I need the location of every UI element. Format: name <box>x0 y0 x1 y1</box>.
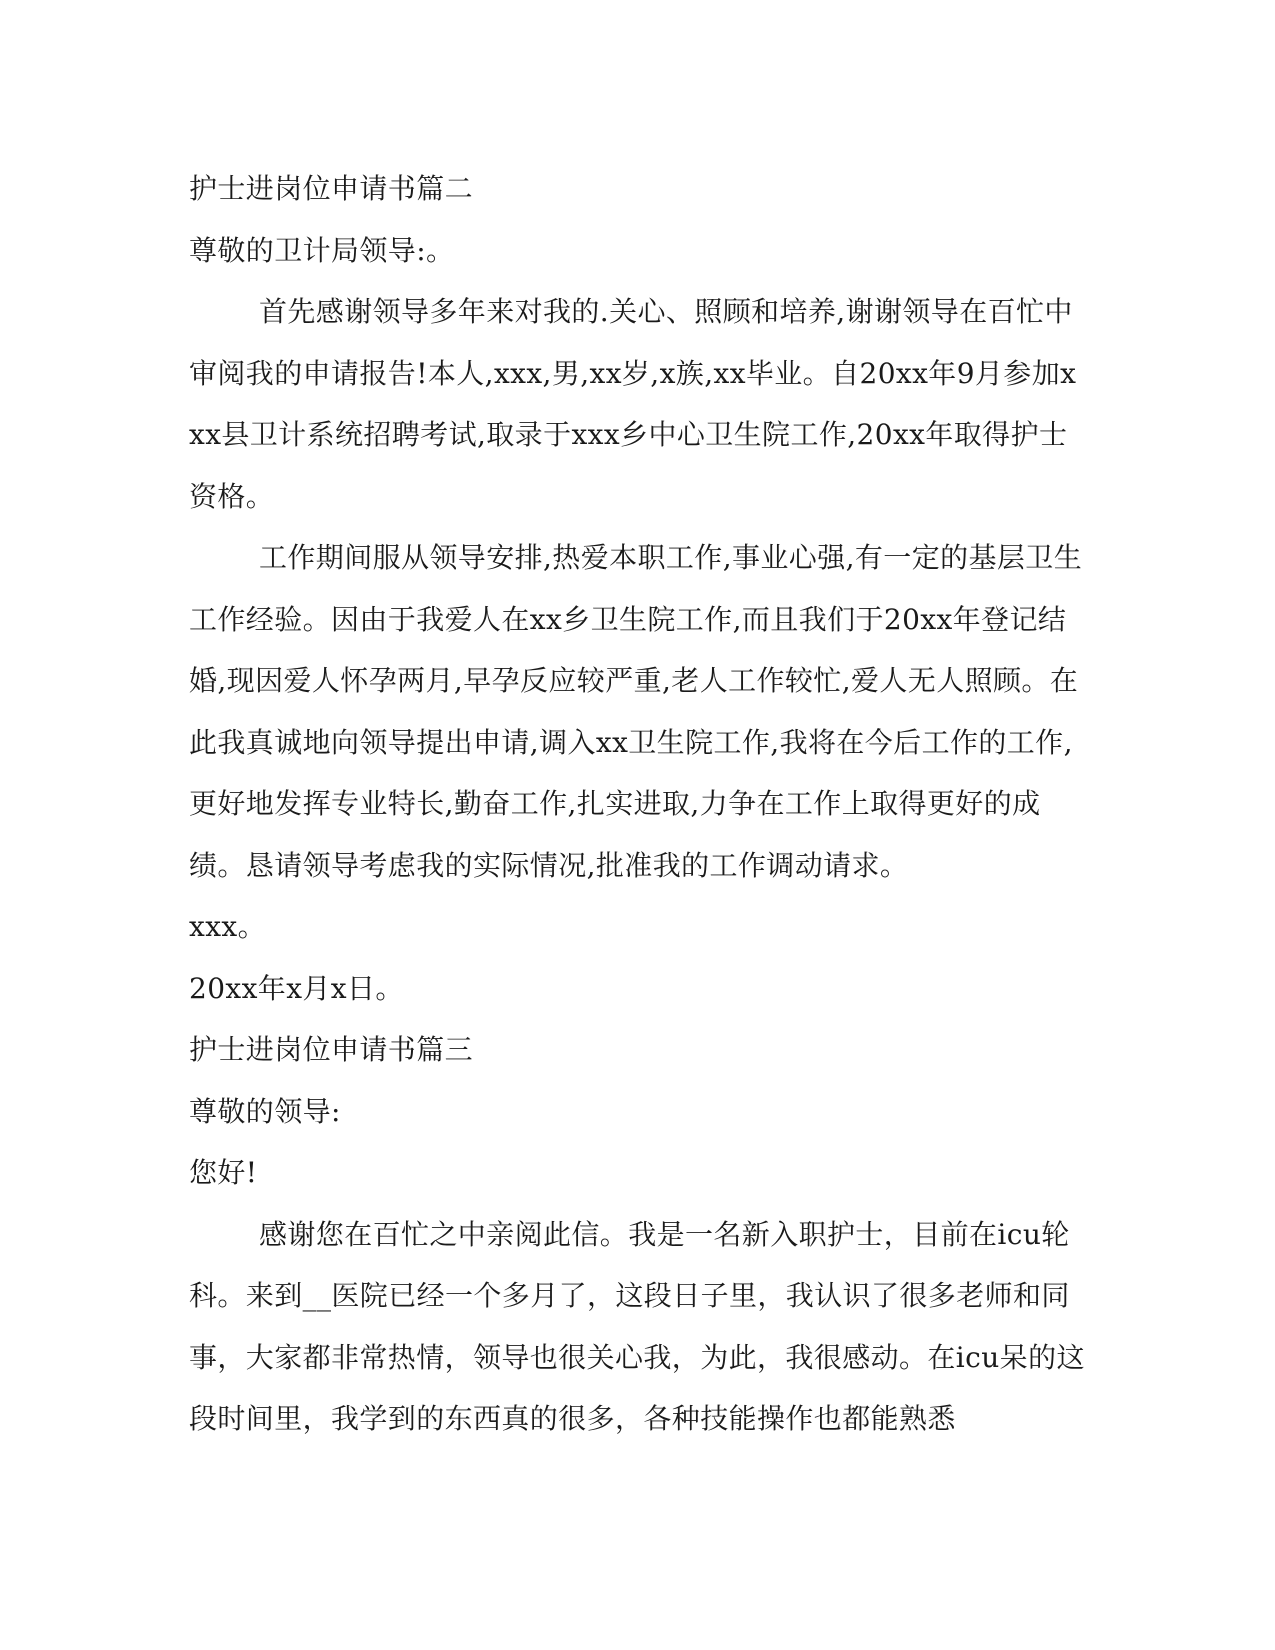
salutation-3: 尊敬的领导: <box>189 1094 341 1128</box>
body-paragraph: 首先感谢领导多年来对我的.关心、照顾和培养,谢谢领导在百忙中审阅我的申请报告!本人,xxx,男,xx岁,x族,xx毕业。自20xx年9月参加xxx县卫计系统招聘考试,取录于xxx乡中心卫生院工作,20xx年取得护士资格。 <box>189 295 1077 513</box>
greeting: 您好! <box>189 1156 258 1189</box>
signature: xxx。 <box>189 910 266 943</box>
body-paragraph: 工作期间服从领导安排,热爱本职工作,事业心强,有一定的基层卫生工作经验。因由于我爱人在xx乡卫生院工作,而且我们于20xx年登记结婚,现因爱人怀孕两月,早孕反应较严重,老人工作较忙,爱人无人照顾。在此我真诚地向领导提出申请,调入xx卫生院工作,我将在今后工作的工作,更好地发挥专业特长,勤奋工作,扎实进取,力争在工作上取得更好的成绩。恳请领导考虑我的实际情况,批准我的工作调动请求。 <box>189 541 1083 882</box>
date-line: 20xx年x月x日。 <box>189 971 404 1005</box>
salutation-2: 尊敬的卫计局领导:。 <box>189 233 455 267</box>
document-body <box>189 158 1089 1450</box>
section-heading-3: 护士进岗位申请书篇三 <box>189 1033 474 1066</box>
section-heading-2: 护士进岗位申请书篇二 <box>189 172 474 205</box>
body-paragraph: 感谢您在百忙之中亲阅此信。我是一名新入职护士，目前在icu轮科。来到__医院已经一个多月了，这段日子里，我认识了很多老师和同事，大家都非常热情，领导也很关心我，为此，我很感动。在icu呆的这段时间里，我学到的东西真的很多，各种技能操作也都能熟悉 <box>189 1217 1085 1435</box>
